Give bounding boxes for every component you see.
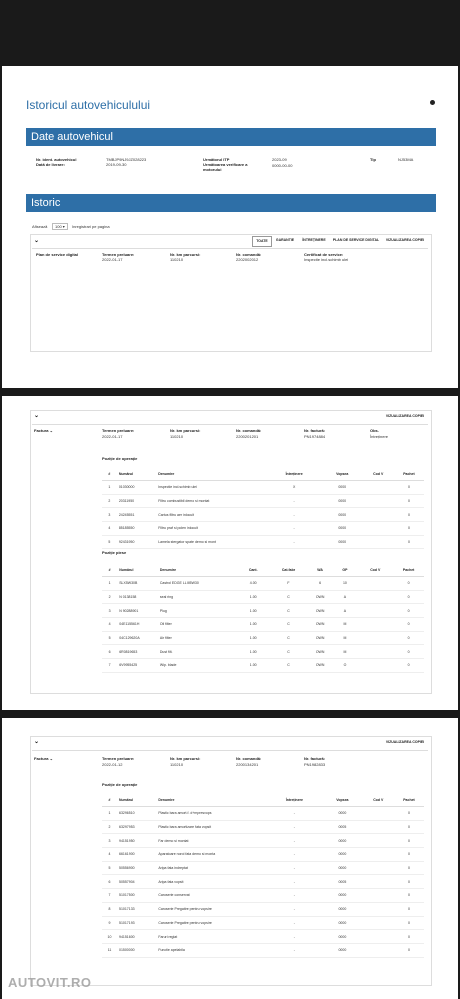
cert-label: Certificat de service: bbox=[304, 252, 344, 257]
show-suffix: înregistrari pe pagina bbox=[72, 224, 110, 229]
watermark-logo: AUTOVIT.RO bbox=[8, 975, 92, 990]
table-cell: 63297953 bbox=[117, 820, 156, 834]
table-cell: 0000 bbox=[322, 834, 363, 848]
table-cell: 1 bbox=[102, 577, 117, 591]
history-page-1 bbox=[2, 66, 458, 388]
table-cell: 0 bbox=[394, 522, 424, 536]
order-value: 2200201201 bbox=[236, 434, 259, 439]
order-label: Nr. comandă: bbox=[236, 252, 262, 257]
invoice-toggle[interactable] bbox=[34, 756, 53, 761]
table-row bbox=[102, 535, 424, 549]
itp-label: Următorul ITP bbox=[203, 157, 230, 162]
invoice-nr-value: PN1982833 bbox=[304, 762, 326, 767]
table-cell bbox=[363, 916, 394, 930]
settings-icon[interactable] bbox=[430, 100, 435, 105]
table-cell: A bbox=[333, 590, 358, 604]
table-cell: 5 bbox=[102, 535, 117, 549]
table-cell: Plug bbox=[158, 604, 237, 618]
table-cell bbox=[363, 861, 394, 875]
order-label: Nr. comandă: bbox=[236, 756, 262, 761]
table-cell: C bbox=[269, 645, 307, 659]
table-row bbox=[102, 508, 424, 522]
itp-value: 2023-09 bbox=[272, 157, 287, 162]
operations-table bbox=[102, 468, 424, 549]
table-cell: OWN bbox=[308, 659, 333, 673]
table-cell: OWN bbox=[308, 645, 333, 659]
table-cell: Far demo si montat bbox=[156, 834, 266, 848]
table-cell: 0 bbox=[393, 590, 424, 604]
table-cell: 2 bbox=[102, 820, 117, 834]
table-cell bbox=[357, 577, 393, 591]
invoice-toggle[interactable] bbox=[34, 428, 53, 433]
table-cell: 2 bbox=[102, 590, 117, 604]
table-cell bbox=[363, 943, 394, 957]
table-cell: 20311950 bbox=[117, 494, 156, 508]
table-cell: 10 bbox=[333, 577, 358, 591]
table-cell: 0 bbox=[394, 902, 424, 916]
table-cell: A bbox=[333, 604, 358, 618]
column-header: Vopsea bbox=[322, 468, 363, 481]
view-copies-button[interactable]: VIZUALIZAREA COPIEI bbox=[385, 414, 425, 418]
chevron-down-icon[interactable]: ⌄ bbox=[34, 238, 40, 244]
divider bbox=[32, 750, 428, 751]
table-cell: - bbox=[267, 889, 322, 903]
order-value: 2202002012 bbox=[236, 257, 259, 262]
table-cell: - bbox=[267, 943, 322, 957]
column-header: Pachet bbox=[393, 564, 424, 577]
table-cell: SLX5W30B bbox=[117, 577, 158, 591]
table-cell: C bbox=[269, 590, 307, 604]
table-cell: M bbox=[333, 631, 358, 645]
table-cell: 0 bbox=[393, 604, 424, 618]
table-cell: 6 bbox=[308, 577, 333, 591]
filter-warranty-button[interactable]: GARANTIE bbox=[275, 238, 295, 242]
table-cell bbox=[357, 659, 393, 673]
table-cell: 1.00 bbox=[237, 590, 269, 604]
table-cell: 1.00 bbox=[237, 618, 269, 632]
history-page-2 bbox=[2, 396, 458, 710]
table-cell: 0 bbox=[394, 834, 424, 848]
column-header: # bbox=[102, 794, 117, 807]
engine-check-label: Următoarea verificare a motorului bbox=[203, 162, 248, 172]
table-row bbox=[102, 875, 424, 889]
table-cell: N 90288901 bbox=[117, 604, 158, 618]
order-label: Nr. comandă: bbox=[236, 428, 262, 433]
column-header: # bbox=[102, 468, 117, 481]
termen-value: 2022-01-12 bbox=[102, 762, 123, 767]
invoice-nr-label: Nr. factură: bbox=[304, 756, 326, 761]
column-header: WA bbox=[308, 564, 333, 577]
column-header: Denumire bbox=[156, 794, 266, 807]
table-cell: 2 bbox=[102, 494, 117, 508]
table-cell: 51017193 bbox=[117, 916, 156, 930]
table-cell: 0005 bbox=[322, 875, 363, 889]
vin-label: Nr. ident. autovehicul bbox=[36, 157, 77, 162]
history-panel bbox=[30, 234, 432, 352]
delivery-label: Dată de livrare: bbox=[36, 162, 65, 167]
column-header: Denumire bbox=[156, 468, 266, 481]
table-row bbox=[102, 861, 424, 875]
column-header: Pachet bbox=[394, 794, 424, 807]
table-cell: 11 bbox=[102, 943, 117, 957]
table-cell: M bbox=[333, 618, 358, 632]
table-row bbox=[102, 577, 424, 591]
column-header: Cant. bbox=[237, 564, 269, 577]
parts-title: Poziție piese bbox=[102, 550, 127, 555]
termen-value: 2022-01-17 bbox=[102, 434, 123, 439]
table-cell: - bbox=[267, 834, 322, 848]
table-row bbox=[102, 807, 424, 821]
table-cell: 1 bbox=[102, 807, 117, 821]
table-cell: 4 bbox=[102, 848, 117, 862]
column-header: Vopsea bbox=[322, 794, 363, 807]
table-cell bbox=[357, 645, 393, 659]
chevron-down-icon: ⌄ bbox=[49, 756, 53, 761]
view-copies-button[interactable]: VIZUALIZAREA COPIEI bbox=[385, 238, 425, 242]
table-row bbox=[102, 494, 424, 508]
table-cell bbox=[363, 481, 394, 495]
table-row bbox=[102, 916, 424, 930]
table-cell: 0 bbox=[393, 631, 424, 645]
table-header-row bbox=[102, 794, 424, 807]
table-cell: 0 bbox=[394, 820, 424, 834]
km-label: Nr. km parcursi: bbox=[170, 756, 201, 761]
table-cell: 6 bbox=[102, 875, 117, 889]
table-row bbox=[102, 645, 424, 659]
table-cell: 0000 bbox=[322, 807, 363, 821]
table-cell bbox=[363, 820, 394, 834]
filter-digital-service-button[interactable]: PLAN DE SERVICE DIGITAL bbox=[332, 238, 380, 242]
table-cell: Aripa fata indreptat bbox=[156, 861, 266, 875]
column-header: Întreținere bbox=[266, 468, 321, 481]
table-cell: 51017500 bbox=[117, 889, 156, 903]
table-cell: 0000 bbox=[322, 494, 363, 508]
table-cell: 0 bbox=[394, 494, 424, 508]
table-cell: 4 bbox=[102, 522, 117, 536]
table-cell: 50557904 bbox=[117, 875, 156, 889]
table-cell: 0 bbox=[394, 508, 424, 522]
divider bbox=[32, 248, 428, 249]
table-cell: 04E115561H bbox=[117, 618, 158, 632]
table-cell: Caroserie Pregatire pentru vopsire bbox=[156, 916, 266, 930]
table-cell: 0000 bbox=[322, 481, 363, 495]
table-cell: seal ring bbox=[158, 590, 237, 604]
operations-table bbox=[102, 794, 424, 958]
table-cell: Oil filter bbox=[158, 618, 237, 632]
table-cell: C bbox=[269, 618, 307, 632]
table-cell: OWN bbox=[308, 590, 333, 604]
filter-all-button[interactable]: TOATE bbox=[252, 236, 272, 247]
table-cell: 0000 bbox=[322, 535, 363, 549]
table-cell: 0 bbox=[394, 535, 424, 549]
table-cell bbox=[363, 902, 394, 916]
table-row bbox=[102, 820, 424, 834]
chevron-down-icon[interactable]: ⌄ bbox=[34, 739, 40, 745]
table-row bbox=[102, 848, 424, 862]
obs-value: Întreținere bbox=[370, 434, 389, 439]
table-cell: 8 bbox=[102, 902, 117, 916]
view-copies-button[interactable]: VIZUALIZAREA COPIEI bbox=[385, 740, 425, 744]
table-cell: 0000 bbox=[322, 522, 363, 536]
page-title: Istoricul autovehiculului bbox=[26, 98, 151, 112]
type-value: NJ53MA bbox=[398, 157, 414, 162]
table-header-row bbox=[102, 564, 424, 577]
table-cell: 0000 bbox=[322, 930, 363, 944]
table-cell: 0 bbox=[393, 618, 424, 632]
column-header: Pachet bbox=[394, 468, 424, 481]
table-cell: 10 bbox=[102, 930, 117, 944]
table-cell: 1.00 bbox=[237, 604, 269, 618]
table-cell: Wip. blade bbox=[158, 659, 237, 673]
table-cell: - bbox=[267, 902, 322, 916]
table-cell: 85185550 bbox=[117, 522, 156, 536]
table-cell: Air filter bbox=[158, 631, 237, 645]
table-cell bbox=[363, 494, 394, 508]
table-cell bbox=[363, 535, 394, 549]
table-row bbox=[102, 889, 424, 903]
table-header-row bbox=[102, 468, 424, 481]
table-row bbox=[102, 834, 424, 848]
column-header: Numărul bbox=[117, 794, 156, 807]
table-cell bbox=[363, 807, 394, 821]
table-cell: 0 bbox=[393, 577, 424, 591]
table-row bbox=[102, 943, 424, 957]
table-cell: 0000 bbox=[322, 902, 363, 916]
table-cell: 4.00 bbox=[237, 577, 269, 591]
km-label: Nr. km parcursi: bbox=[170, 428, 201, 433]
invoice-nr-value: PN1974884 bbox=[304, 434, 326, 439]
termen-label: Termen preluare: bbox=[102, 252, 135, 257]
table-cell: 3 bbox=[102, 508, 117, 522]
table-cell: M bbox=[333, 645, 358, 659]
km-label: Nr. km parcursi: bbox=[170, 252, 201, 257]
table-cell: Dust filt. bbox=[158, 645, 237, 659]
table-cell bbox=[363, 834, 394, 848]
table-cell: Lamela stergator spate demo si mont bbox=[156, 535, 266, 549]
table-cell bbox=[357, 590, 393, 604]
history-page-3 bbox=[2, 718, 458, 999]
table-cell: Aparatoare noroi fata demo si monta bbox=[156, 848, 266, 862]
table-cell: 0000 bbox=[322, 861, 363, 875]
plan-label: Plan de service digital bbox=[36, 252, 79, 257]
table-cell bbox=[363, 875, 394, 889]
column-header: Cat.fabr bbox=[269, 564, 307, 577]
section-history: Istoric bbox=[26, 194, 436, 212]
km-value: 110210 bbox=[170, 257, 184, 262]
table-cell: 9 bbox=[102, 916, 117, 930]
table-cell: Faruri reglat bbox=[156, 930, 266, 944]
column-header: Numărul bbox=[117, 564, 158, 577]
page-size-select[interactable]: 100 ▾ bbox=[52, 223, 68, 230]
divider bbox=[32, 424, 428, 425]
table-cell: Cartus filtru aer inlocuit bbox=[156, 508, 266, 522]
table-row bbox=[102, 522, 424, 536]
table-cell bbox=[363, 848, 394, 862]
table-row bbox=[102, 618, 424, 632]
table-cell bbox=[357, 618, 393, 632]
table-cell: 01030000 bbox=[117, 481, 156, 495]
chevron-down-icon[interactable]: ⌄ bbox=[34, 413, 40, 419]
km-value: 110210 bbox=[170, 762, 184, 767]
table-cell bbox=[357, 604, 393, 618]
table-cell: 0 bbox=[393, 645, 424, 659]
termen-value: 2022-01-17 bbox=[102, 257, 123, 262]
table-row bbox=[102, 481, 424, 495]
table-cell: 1.00 bbox=[237, 631, 269, 645]
table-cell: 94151600 bbox=[117, 930, 156, 944]
table-cell: - bbox=[266, 508, 321, 522]
engine-check-value: 0000-00-00 bbox=[272, 163, 293, 168]
table-cell: - bbox=[266, 535, 321, 549]
order-value: 2200134201 bbox=[236, 762, 259, 767]
table-cell: 6V9955425 bbox=[117, 659, 158, 673]
column-header: Denumire bbox=[158, 564, 237, 577]
operations-title: Poziție de operație bbox=[102, 456, 138, 461]
table-row bbox=[102, 604, 424, 618]
table-cell: 04C129620A bbox=[117, 631, 158, 645]
table-cell: F bbox=[269, 577, 307, 591]
delivery-value: 2019-09-30 bbox=[106, 162, 127, 167]
table-cell: 7 bbox=[102, 889, 117, 903]
table-cell: 5 bbox=[102, 861, 117, 875]
table-cell: 66161900 bbox=[117, 848, 156, 862]
show-prefix: Afisează bbox=[32, 224, 48, 229]
table-cell: 0000 bbox=[322, 508, 363, 522]
table-cell: Aripa fata vopsit bbox=[156, 875, 266, 889]
table-cell: 0 bbox=[394, 943, 424, 957]
table-cell: OWN bbox=[308, 631, 333, 645]
table-cell: 94151950 bbox=[117, 834, 156, 848]
termen-label: Termen preluare: bbox=[102, 756, 135, 761]
table-cell: 5 bbox=[102, 631, 117, 645]
cert-value: Inspectie incl.schimb ulei bbox=[304, 257, 349, 262]
table-cell: 50556900 bbox=[117, 861, 156, 875]
table-cell: OWN bbox=[308, 604, 333, 618]
table-cell bbox=[357, 631, 393, 645]
table-cell: 6 bbox=[102, 645, 117, 659]
table-cell: 0 bbox=[394, 930, 424, 944]
table-cell: 0 bbox=[394, 861, 424, 875]
table-cell: 1.00 bbox=[237, 645, 269, 659]
table-cell: Caroserie Pregatire pentru vopsire bbox=[156, 902, 266, 916]
table-cell: 0 bbox=[394, 848, 424, 862]
table-cell: Plastic bara amort.f. d+mpresvops bbox=[156, 807, 266, 821]
table-row bbox=[102, 659, 424, 673]
parts-table bbox=[102, 564, 424, 673]
table-cell: 24245551 bbox=[117, 508, 156, 522]
table-row bbox=[102, 930, 424, 944]
column-header: GP bbox=[333, 564, 358, 577]
table-cell: Functie apelabila bbox=[156, 943, 266, 957]
table-cell: OWN bbox=[308, 618, 333, 632]
table-cell: - bbox=[267, 861, 322, 875]
column-header: # bbox=[102, 564, 117, 577]
table-cell: 6R0819653 bbox=[117, 645, 158, 659]
table-cell: - bbox=[267, 916, 322, 930]
table-cell: O bbox=[333, 659, 358, 673]
table-cell: 0 bbox=[394, 807, 424, 821]
table-cell: 0000 bbox=[322, 848, 363, 862]
table-cell: C bbox=[269, 659, 307, 673]
filter-maintenance-button[interactable]: ÎNTREȚINERE bbox=[302, 238, 326, 242]
table-cell: Castrol EDGE LLIII5W30 bbox=[158, 577, 237, 591]
table-cell: Filtru praf si polen inlocuit bbox=[156, 522, 266, 536]
operations-title: Poziție de operație bbox=[102, 782, 138, 787]
column-header: Numărul bbox=[117, 468, 156, 481]
table-cell: 0005 bbox=[322, 820, 363, 834]
table-cell: N 0138158 bbox=[117, 590, 158, 604]
table-row bbox=[102, 902, 424, 916]
section-vehicle-data: Date autovehicul bbox=[26, 128, 436, 146]
table-cell: - bbox=[267, 848, 322, 862]
type-label: Tip bbox=[370, 157, 376, 162]
table-cell: 1.00 bbox=[237, 659, 269, 673]
table-cell: 92431950 bbox=[117, 535, 156, 549]
table-cell bbox=[363, 508, 394, 522]
page-size-value: 100 bbox=[55, 224, 62, 229]
column-header: Cod V bbox=[363, 794, 394, 807]
column-header: Cod V bbox=[363, 468, 394, 481]
table-cell: - bbox=[267, 930, 322, 944]
km-value: 110210 bbox=[170, 434, 184, 439]
column-header: Cod V bbox=[357, 564, 393, 577]
table-cell: - bbox=[266, 522, 321, 536]
table-cell bbox=[363, 930, 394, 944]
table-cell: C bbox=[269, 631, 307, 645]
table-cell: 1 bbox=[102, 481, 117, 495]
table-cell: 0 bbox=[394, 889, 424, 903]
table-cell: 0000 bbox=[322, 889, 363, 903]
table-cell: 7 bbox=[102, 659, 117, 673]
table-cell: 3 bbox=[102, 834, 117, 848]
table-cell: - bbox=[267, 875, 322, 889]
table-cell: - bbox=[267, 820, 322, 834]
table-row bbox=[102, 631, 424, 645]
termen-label: Termen preluare: bbox=[102, 428, 135, 433]
table-cell: 63296510 bbox=[117, 807, 156, 821]
table-cell: 3 bbox=[102, 604, 117, 618]
table-cell bbox=[363, 522, 394, 536]
table-cell: C bbox=[269, 604, 307, 618]
vin-value: TMBJP9NJ9JZ028223 bbox=[106, 157, 147, 162]
table-cell: 51017133 bbox=[117, 902, 156, 916]
chevron-down-icon: ⌄ bbox=[49, 428, 53, 433]
table-cell: 0000 bbox=[322, 916, 363, 930]
table-cell: X bbox=[266, 481, 321, 495]
table-cell: 4 bbox=[102, 618, 117, 632]
table-cell: 0 bbox=[394, 916, 424, 930]
table-cell: Filtru combustibil demo si montat bbox=[156, 494, 266, 508]
obs-label: Obs. bbox=[370, 428, 379, 433]
table-cell: 0 bbox=[394, 875, 424, 889]
invoice-label: Factura bbox=[34, 756, 49, 761]
table-cell: Plastic bara amortizare fata vopsit bbox=[156, 820, 266, 834]
table-cell: 01500000 bbox=[117, 943, 156, 957]
table-cell bbox=[363, 889, 394, 903]
table-cell: - bbox=[266, 494, 321, 508]
table-cell: 0 bbox=[394, 481, 424, 495]
invoice-nr-label: Nr. factură: bbox=[304, 428, 326, 433]
table-cell: - bbox=[267, 807, 322, 821]
table-cell: 0 bbox=[393, 659, 424, 673]
column-header: Întreținere bbox=[267, 794, 322, 807]
table-cell: 0000 bbox=[322, 943, 363, 957]
table-cell: Caroserie conservat bbox=[156, 889, 266, 903]
table-row bbox=[102, 590, 424, 604]
invoice-label: Factura bbox=[34, 428, 49, 433]
table-cell: Inspectie incl.schimb ulei bbox=[156, 481, 266, 495]
